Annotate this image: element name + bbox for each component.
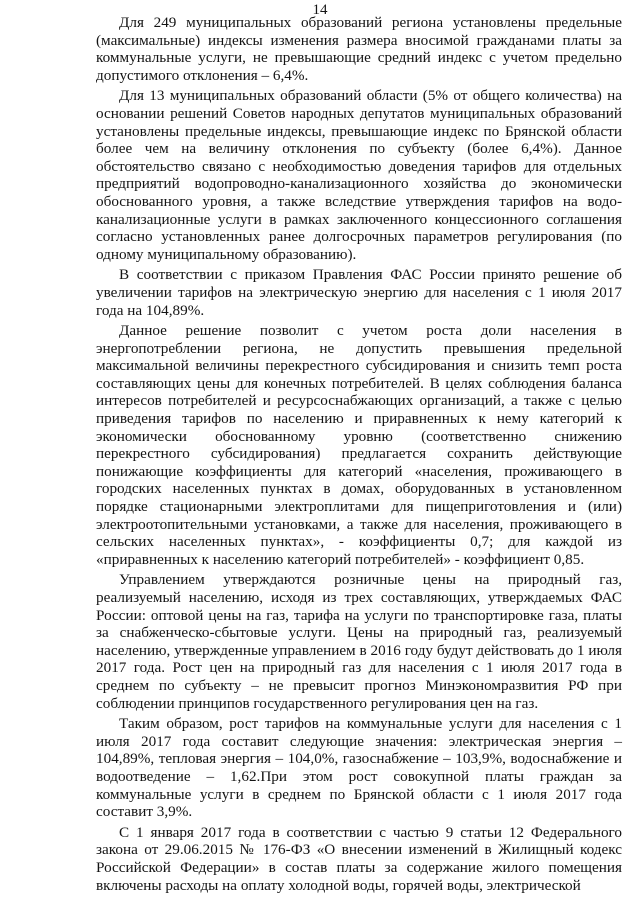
paragraph-municipal-indices: Для 249 муниципальных образований региона установлены предельные (максимальные) индексы изменения размера вносимой гражданами платы за коммунальные услуги, не превышающие средний индекс с учетом предельно допустимого отклонения – 6,4%. — [96, 14, 622, 84]
paragraph-tariff-growth: Таким образом, рост тарифов на коммунальные услуги для населения с 1 июля 2017 года составит следующие значения: электрическая энергия – 104,89%, тепловая энергия – 104,0%, газоснабжение – 103,9%, водоснабжение и водоотведение – 1,62.При этом рост совокупной платы граждан за коммунальные услуги в среднем по Брянской области с 1 июля 2017 года составит 3,9%. — [96, 715, 622, 821]
page-number: 14 — [312, 2, 328, 18]
document-body — [96, 14, 622, 897]
paragraph-cross-subsidy: Данное решение позволит с учетом роста доли населения в энергопотреблении региона, не допустить превышения предельной максимальной величины перекрестного субсидирования и снизить темп роста составляющих цены для конечных потребителей. В целях соблюдения баланса интересов потребителей и ресурсоснабжающих организаций, а также с целью приведения тарифов по населению и приравненных к нему категорий к экономически обоснованному уровню (соответственно снижению перекрестного субсидирования) предлагается сохранить действующие понижающие коэффициенты для категорий «населения, проживающего в городских населенных пунктах в домах, оборудованных в установленном порядке стационарными электроплитами для пищеприготовления и (или) электроотопительными установками, а также для населения, проживающего в сельских населенных пунктах», - коэффициенты 0,7; для каждой из «приравненных к населению категорий потребителей» - коэффициент 0,85. — [96, 322, 622, 568]
paragraph-housing-code: С 1 января 2017 года в соответствии с частью 9 статьи 12 Федерального закона от 29.06.2015 № 176-ФЗ «О внесении изменений в Жилищный кодекс Российской Федерации» в состав платы за содержание жилого помещения включены расходы на оплату холодной воды, горячей воды, электрической — [96, 823, 622, 894]
paragraph-fas-decision: В соответствии с приказом Правления ФАС России принято решение об увеличении тарифов на электрическую энергию для населения с 1 июля 2017 года на 104,89%. — [96, 266, 622, 319]
paragraph-exceeding-indices: Для 13 муниципальных образований области (5% от общего количества) на основании решений Советов народных депутатов муниципальных образований установлены предельные индексы, превышающие индекс по Брянской области более чем на величину отклонения по субъекту (более 6,4%). Данное обстоятельство связано с необходимостью доведения тарифов для отдельных предприятий водопроводно-канализационного хозяйства до экономически обоснованного уровня, а также вследствие утверждения тарифов на водо-канализационные услуги в рамках заключенного концессионного соглашения согласно установленных ранее долгосрочных параметров регулирования (по одному муниципальному образованию). — [96, 87, 622, 263]
paragraph-gas-prices: Управлением утверждаются розничные цены на природный газ, реализуемый населению, исходя из трех составляющих, утверждаемых ФАС России: оптовой цены на газ, тарифа на услуги по транспортировке газа, платы за снабженческо-сбытовые услуги. Цены на природный газ, реализуемый населению, утвержденные управлением в 2016 году будут действовать до 1 июля 2017 года. Рост цен на природный газ для населения с 1 июля 2017 года в среднем по субъекту – не превысит прогноз Минэкономразвития РФ при соблюдении принципов государственного регулирования цен на газ. — [96, 571, 622, 712]
